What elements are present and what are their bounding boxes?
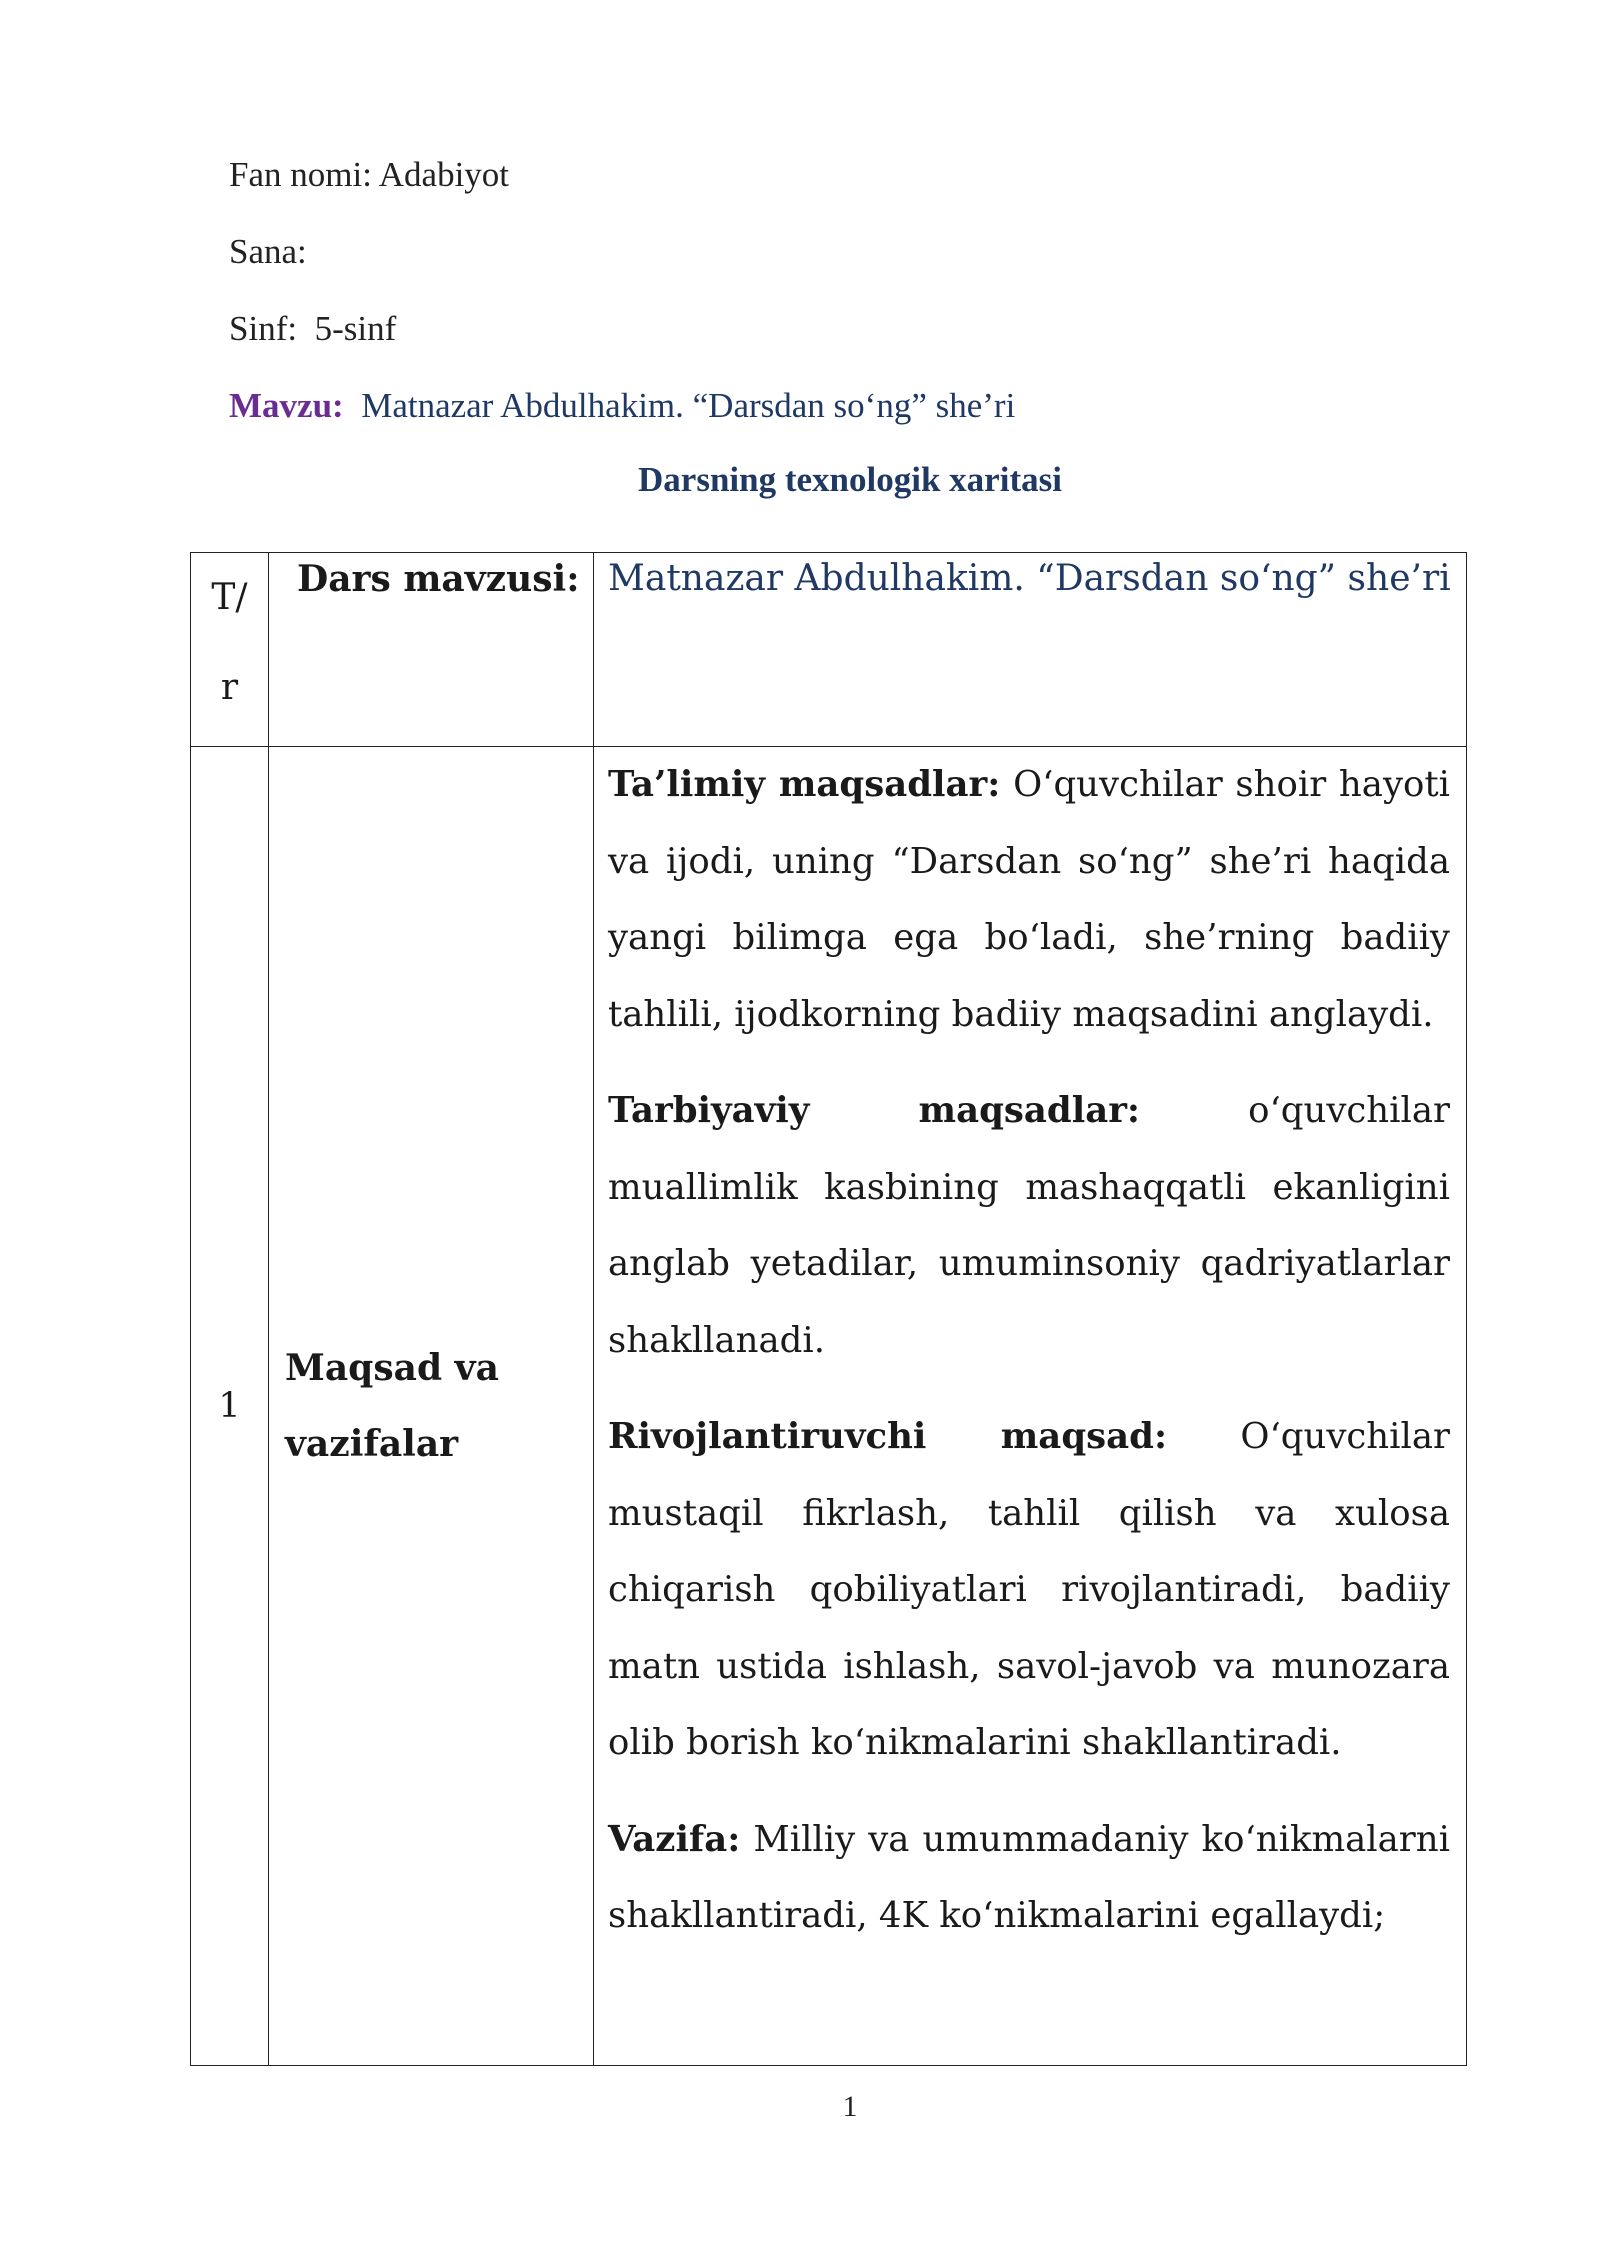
educational-goals (608, 747, 1450, 1053)
subject-line (229, 153, 509, 197)
class-value: 5-sinf (314, 309, 397, 348)
task (608, 1802, 1450, 1955)
header-number-text: T/ r (211, 577, 248, 708)
table-header-row (191, 553, 1467, 747)
date-label: Sana: (229, 232, 307, 271)
subject-value: Adabiyot (378, 155, 510, 194)
topic-label: Mavzu: (229, 386, 344, 425)
class-label: Sinf: (229, 309, 298, 348)
header-number (191, 553, 268, 733)
topic-value: Matnazar Abdulhakim. “Darsdan so‘ng” she’ri (361, 386, 1016, 425)
row-number: 1 (191, 747, 269, 2066)
task-text: Milliy va umummadaniy ko‘nikmalarni shakllantiradi, 4K ko‘nikmalarini egallaydi; (608, 1818, 1450, 1936)
header-topic: Matnazar Abdulhakim. “Darsdan so‘ng” she’ri (608, 558, 1451, 599)
educational-goals-label: Ta’limiy maqsadlar: (608, 764, 1001, 805)
page-number: 1 (842, 2090, 858, 2123)
header-number-cell (191, 553, 269, 747)
header-label: Dars mavzusi: (297, 558, 580, 600)
page-title: Darsning texnologik xaritasi (638, 460, 1062, 499)
class-line (229, 307, 396, 351)
task-label: Vazifa: (608, 1818, 741, 1860)
topic-line (229, 384, 1015, 428)
upbringing-goals-label: Tarbiyaviy maqsadlar: (608, 1090, 1141, 1131)
subject-label: Fan nomi: (229, 155, 372, 194)
date-line (229, 230, 307, 274)
educational-goals-text: O‘quvchilar shoir hayoti va ijodi, uning “Darsdan so‘ng” she’ri haqida yangi bilimga ega bo‘ladi, she’rning badiiy tahlili, ijodkorning badiiy maqsadini anglaydi. (608, 764, 1450, 1035)
table-row (191, 747, 1467, 2066)
developmental-goal-text: O‘quvchilar mustaqil fikrlash, tahlil qilish va xulosa chiqarish qobiliyatlari rivojlantiradi, badiiy matn ustida ishlash, savol-javob va munozara olib borish ko‘nikmalarini shakllantiradi. (608, 1416, 1450, 1763)
row-content (594, 747, 1467, 2066)
upbringing-goals-text: o‘quvchilar muallimlik kasbining mashaqqatli ekanligini anglab yetadilar, umuminsoniy qadriyatlarlar shakllanadi. (608, 1090, 1450, 1361)
developmental-goal (608, 1399, 1450, 1782)
row-label: Maqsad va vazifalar (269, 747, 594, 2066)
lesson-map-table (190, 552, 1467, 2066)
developmental-goal-label: Rivojlantiruvchi maqsad: (608, 1416, 1168, 1457)
header-label-cell (269, 553, 594, 747)
upbringing-goals (608, 1073, 1450, 1379)
header-topic-cell (594, 553, 1467, 747)
